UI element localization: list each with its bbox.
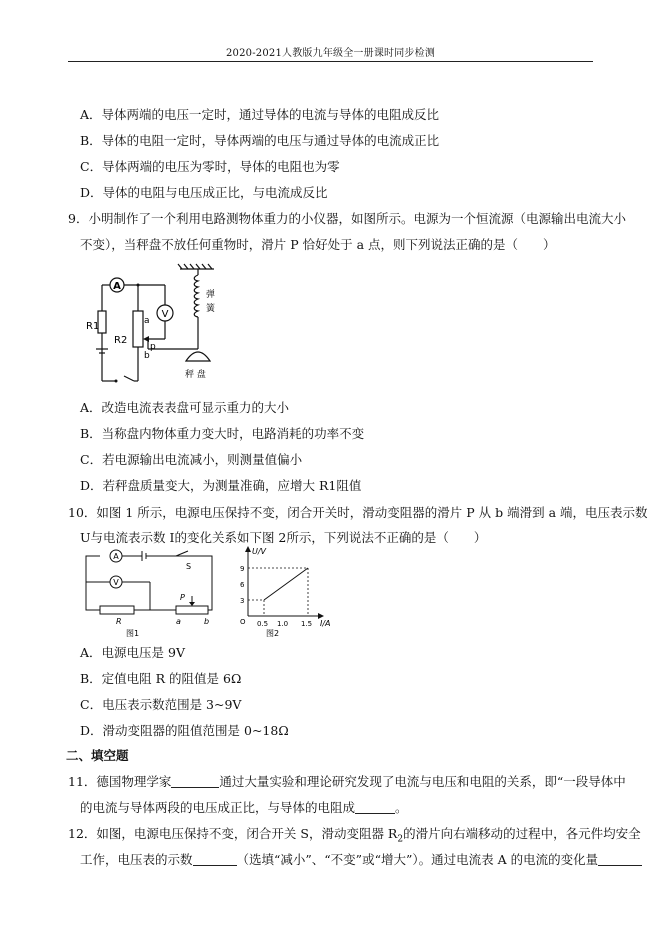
q10-switch-label: S [186,562,192,571]
q10-option-b: B．定值电阻 R 的阻值是 6Ω [80,671,242,686]
page-header: 2020-2021人教版九年级全一册课时同步检测 [225,48,436,59]
q10-stem-line1: 10．如图 1 所示，电源电压保持不变，闭合开关时，滑动变阻器的滑片 P 从 b 端滑到 a 端，电压表示数 [68,505,648,520]
q11-blank-1[interactable] [171,775,219,788]
q9-pan-label: 秤 盘 [185,370,206,380]
q10-p-label: P [180,593,185,602]
q8-option-a: A．导体两端的电压一定时，通过导体的电流与导体的电阻成反比 [80,107,440,122]
q12-subscript: 2 [397,834,404,845]
q10-fig1-caption: 图1 [126,629,140,638]
q10-option-a: A．电源电压是 9V [80,645,185,660]
q10-figure-1 [80,550,230,638]
q9-circuit-figure [86,263,232,387]
q12-line2 [80,852,642,868]
q10-xtick-15: 1.5 [301,620,313,628]
q12-line1 [68,826,641,848]
q12-text-3: 工作，电压表的示数 [80,852,193,867]
section-fill-in-heading: 二、填空题 [66,748,129,763]
q10-option-c: C．电压表示数范围是 3~9V [80,697,242,712]
q9-spring-label-1: 弹 [206,290,216,300]
q9-spring-label-2: 簧 [206,304,216,314]
q10-b-label: b [204,617,210,626]
q12-blank-2[interactable] [598,853,642,866]
q11-blank-2[interactable] [355,801,395,814]
q8-option-c: C．导体两端的电压为零时，导体的电阻也为零 [80,159,340,174]
q10-r-label: R [116,617,122,626]
q9-ammeter-label: A [113,281,121,292]
q9-r1-label: R1 [86,321,100,332]
q9-option-d: D．若秤盘质量变大，为测量准确，应增大 R1阻值 [80,478,362,493]
q9-slider-p: p [150,342,156,352]
q10-ytick-3: 3 [240,597,245,605]
q9-stem-line2: 不变），当秤盘不放任何重物时，滑片 P 恰好处于 a 点，则下列说法正确的是（ ） [80,237,556,252]
q9-voltmeter-label: V [161,309,169,320]
q10-stem-line2: U与电流表示数 I的变化关系如下图 2所示，下列说法不正确的是（ ） [80,530,487,545]
q10-xtick-10: 1.0 [277,620,289,628]
q11-text-2: 通过大量实验和理论研究发现了电流与电压和电阻的关系，即“一段导体中 [219,774,626,789]
q10-xtick-05: 0.5 [257,620,269,628]
q9-r2-label: R2 [114,335,128,346]
q10-ammeter-label: A [113,552,119,561]
q9-stem-line1: 9．小明制作了一个利用电路测物体重力的小仪器，如图所示。电源为一个恒流源（电源输出电流大小 [68,211,626,226]
q8-option-b: B．导体的电阻一定时，导体两端的电压与通过导体的电流成正比 [80,133,440,148]
q11-text-3: 的电流与导体两段的电压成正比，与导体的电阻成 [80,800,356,815]
q10-voltmeter-label: V [113,578,119,587]
q10-fig2-caption: 图2 [266,629,280,638]
q9-point-a: a [144,316,150,326]
q10-graph-ylabel: U/V [252,547,267,556]
q11-text-4: 。 [395,800,408,815]
q12-text-4: （选填“减小”、“不变”或“增大”）。通过电流表 A 的电流的变化量 [236,852,599,867]
q12-text-1: 12．如图，电源电压保持不变，闭合开关 S，滑动变阻器 R [68,826,398,841]
q10-a-label: a [176,617,181,626]
q10-ytick-9: 9 [240,565,245,573]
q11-line1 [68,774,626,790]
q11-line2 [80,800,408,816]
q10-figure-2 [232,546,332,638]
q10-option-d: D．滑动变阻器的阻值范围是 0~18Ω [80,723,289,738]
q10-graph-origin: O [240,618,246,626]
q8-option-d: D．导体的电阻与电压成正比，与电流成反比 [80,185,328,200]
q11-text-1: 11．德国物理学家 [68,774,172,789]
q10-ytick-6: 6 [240,581,245,589]
q12-text-2: 的滑片向右端移动的过程中，各元件均安全 [403,826,641,841]
q9-option-a: A．改造电流表表盘可显示重力的大小 [80,400,290,415]
q9-point-b: b [144,351,150,361]
q9-option-b: B．当称盘内物体重力变大时，电路消耗的功率不变 [80,426,365,441]
header-divider [68,61,593,62]
q9-option-c: C．若电源输出电流减小，则测量值偏小 [80,452,303,467]
q12-blank-1[interactable] [193,853,237,866]
q10-graph-xlabel: I/A [320,619,331,628]
